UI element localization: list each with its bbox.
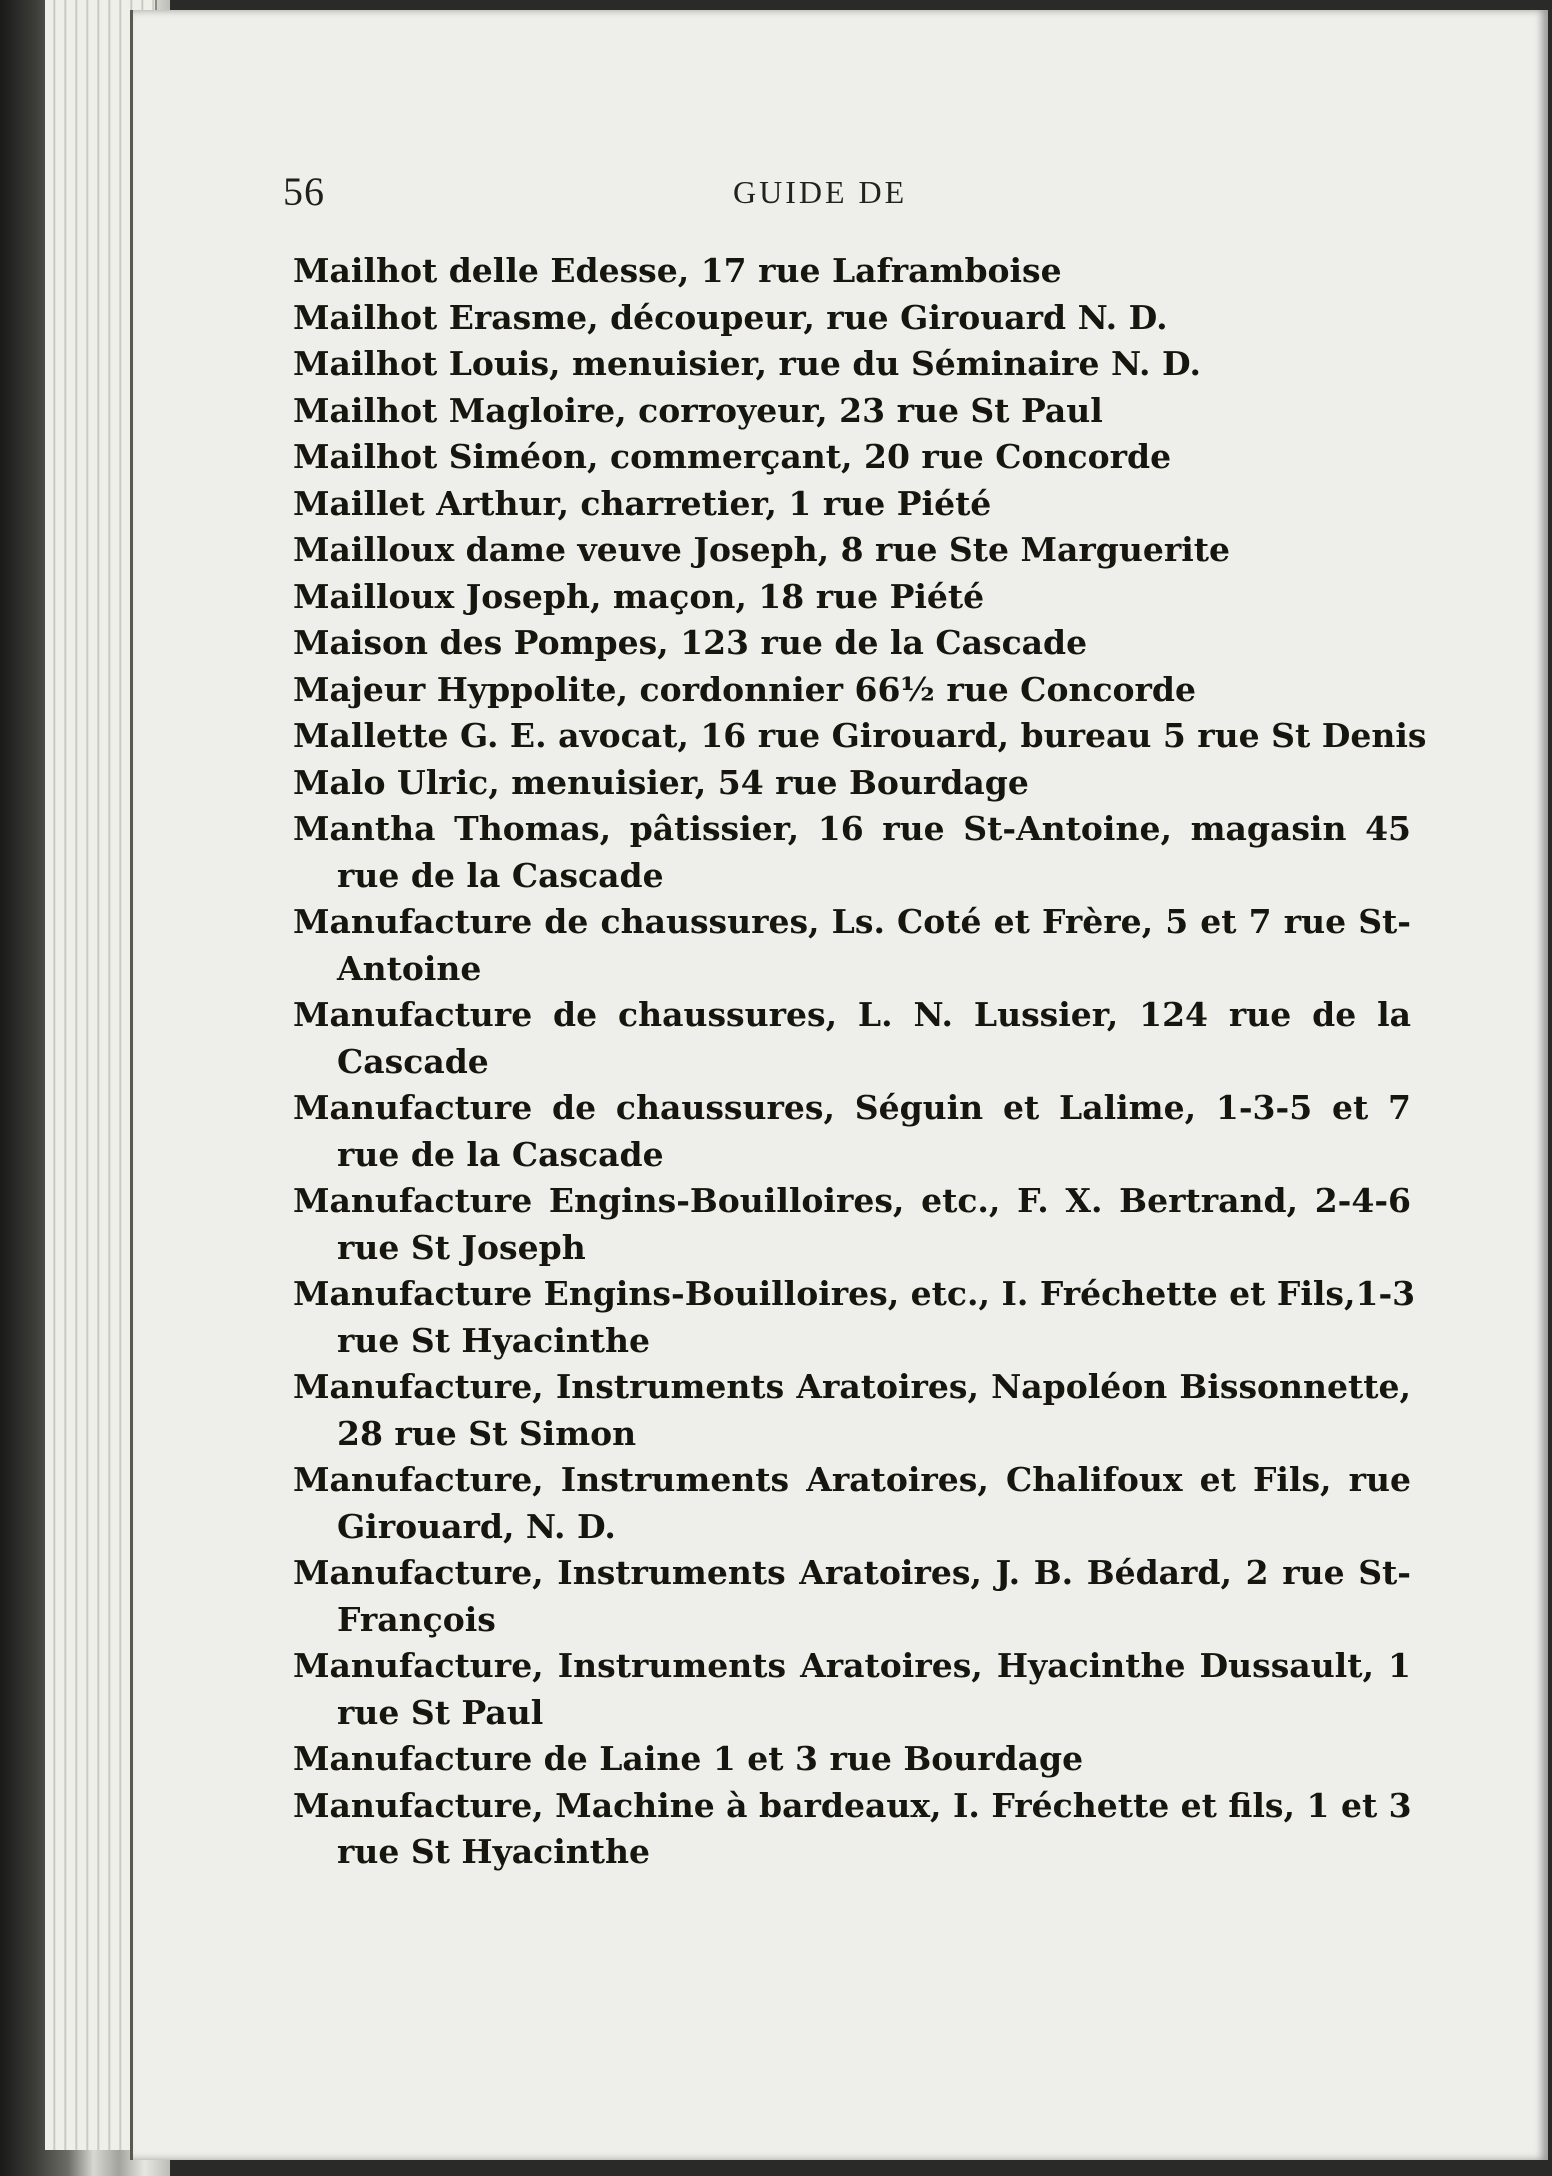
directory-entry: [293, 713, 1543, 760]
entry-line: Manufacture Engins-Bouilloires, etc., F. X. Bertrand, 2-4-6: [293, 1181, 1411, 1220]
directory-entry: [293, 434, 1543, 481]
entry-line: Mallette G. E. avocat, 16 rue Girouard, bureau 5 rue St Denis: [293, 716, 1427, 755]
entry-line: Mailhot Louis, menuisier, rue du Séminaire N. D.: [293, 344, 1201, 383]
directory-entry: [293, 248, 1543, 295]
directory-entry: [293, 1178, 1543, 1271]
entry-line: Malo Ulric, menuisier, 54 rue Bourdage: [293, 762, 1029, 802]
entry-line: Manufacture de chaussures, Séguin et Lalime, 1-3-5 et 7: [293, 1088, 1411, 1127]
directory-entry: [293, 1364, 1543, 1457]
directory-entry: [293, 1550, 1543, 1643]
entry-line: Mailhot Magloire, corroyeur, 23 rue St Paul: [293, 390, 1103, 430]
directory-entry: [293, 1271, 1543, 1364]
entry-line: Manufacture de chaussures, L. N. Lussier, 124 rue de la: [293, 995, 1411, 1034]
entry-line: Manufacture, Instruments Aratoires, Napoléon Bissonnette,: [293, 1367, 1411, 1406]
entry-continuation-line: Girouard, N. D.: [337, 1506, 616, 1546]
entry-continuation-line: 28 rue St Simon: [337, 1413, 637, 1453]
entry-line: Mailhot Siméon, commerçant, 20 rue Concorde: [293, 437, 1172, 476]
entry-line: Majeur Hyppolite, cordonnier 66½ rue Concorde: [293, 669, 1197, 709]
entry-line: Maison des Pompes, 123 rue de la Cascade: [293, 623, 1088, 662]
entry-continuation-line: François: [337, 1599, 496, 1639]
running-head: GUIDE DE: [733, 174, 908, 210]
entry-line: Manufacture, Machine à bardeaux, I. Fréchette et fils, 1 et 3: [293, 1785, 1412, 1825]
entry-line: Manufacture, Instruments Aratoires, Hyacinthe Dussault, 1: [293, 1646, 1411, 1685]
book-page: [130, 10, 1548, 2160]
entry-continuation-line: rue St Paul: [337, 1692, 544, 1732]
directory-entry: [293, 295, 1543, 342]
directory-entry: [293, 1736, 1543, 1783]
entry-line: Manufacture, Instruments Aratoires, J. B. Bédard, 2 rue St-: [293, 1553, 1411, 1592]
directory-entry: [293, 1783, 1543, 1876]
entry-continuation-line: Cascade: [337, 1041, 489, 1081]
entry-line: Manufacture Engins-Bouilloires, etc., I. Fréchette et Fils,1-3: [293, 1274, 1416, 1313]
entry-line: Mailhot Erasme, découpeur, rue Girouard N. D.: [293, 297, 1168, 337]
directory-entry: [293, 574, 1543, 621]
directory-entry: [293, 527, 1543, 574]
entry-line: Maillet Arthur, charretier, 1 rue Piété: [293, 483, 992, 523]
directory-entry: [293, 1643, 1543, 1736]
entry-line: Manufacture de chaussures, Ls. Coté et Frère, 5 et 7 rue St-: [293, 902, 1411, 941]
entry-line: Manufacture de Laine 1 et 3 rue Bourdage: [293, 1739, 1084, 1778]
page-header: [133, 168, 1548, 218]
directory-entries: [293, 248, 1543, 1876]
directory-entry: [293, 992, 1543, 1085]
entry-continuation-line: rue de la Cascade: [337, 1134, 664, 1174]
directory-entry: [293, 620, 1543, 667]
directory-entry: [293, 1457, 1543, 1550]
entry-line: Mailloux dame veuve Joseph, 8 rue Ste Marguerite: [293, 530, 1231, 569]
entry-line: Mantha Thomas, pâtissier, 16 rue St-Antoine, magasin 45: [293, 809, 1411, 848]
entry-continuation-line: Antoine: [337, 948, 482, 988]
page-number: 56: [283, 169, 325, 214]
directory-entry: [293, 388, 1543, 435]
entry-continuation-line: rue St Joseph: [337, 1227, 586, 1267]
directory-entry: [293, 341, 1543, 388]
directory-entry: [293, 481, 1543, 528]
directory-entry: [293, 899, 1543, 992]
entry-continuation-line: rue St Hyacinthe: [337, 1320, 651, 1360]
directory-entry: [293, 806, 1543, 899]
entry-line: Mailhot delle Edesse, 17 rue Laframboise: [293, 251, 1062, 290]
entry-line: Manufacture, Instruments Aratoires, Chalifoux et Fils, rue: [293, 1460, 1411, 1499]
entry-continuation-line: rue St Hyacinthe: [337, 1832, 651, 1871]
directory-entry: [293, 760, 1543, 807]
directory-entry: [293, 1085, 1543, 1178]
entry-continuation-line: rue de la Cascade: [337, 855, 664, 895]
directory-entry: [293, 667, 1543, 714]
entry-line: Mailloux Joseph, maçon, 18 rue Piété: [293, 576, 985, 616]
